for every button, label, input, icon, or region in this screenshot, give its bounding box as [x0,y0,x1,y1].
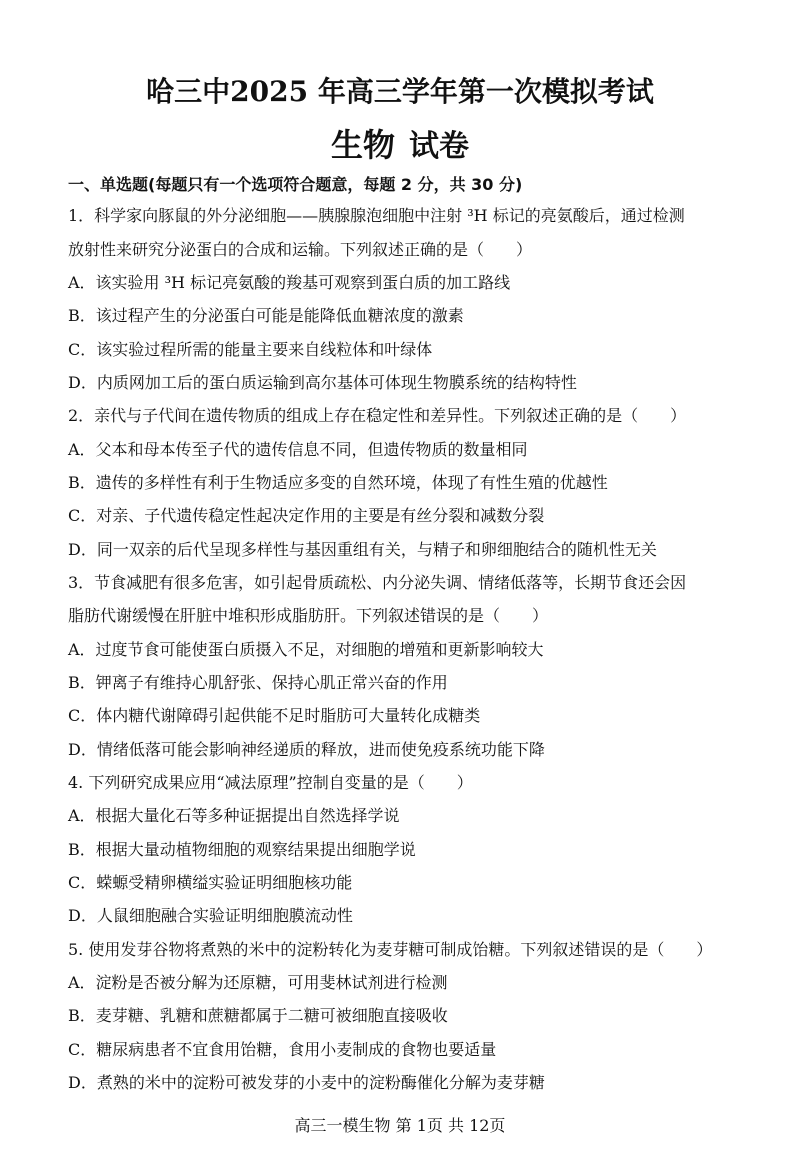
question-4-option-a: A．根据大量化石等多种证据提出自然选择学说 [68,806,400,825]
question-3-option-c: C．体内糖代谢障碍引起供能不足时脂肪可大量转化成糖类 [68,706,481,725]
page-footer: 高三一模生物 第 1页 共 12页 [294,1116,506,1135]
question-1-option-b: B．该过程产生的分泌蛋白可能是能降低血糖浓度的激素 [68,306,464,325]
question-3-option-d: D．情绪低落可能会影响神经递质的释放，进而使免疫系统功能下降 [68,740,545,759]
question-5-option-b: B．麦芽糖、乳糖和蔗糖都属于二糖可被细胞直接吸收 [68,1006,448,1025]
section-heading: 一、单选题(每题只有一个选项符合题意，每题 2 分，共 30 分) [68,175,523,194]
question-1-stem-line-1: 1．科学家向豚鼠的外分泌细胞——胰腺腺泡细胞中注射 ³H 标记的亮氨酸后，通过检测 [68,206,685,225]
paper-label: 试卷 [409,129,469,164]
question-5-option-d: D．煮熟的米中的淀粉可被发芽的小麦中的淀粉酶催化分解为麦芽糖 [68,1073,545,1092]
question-3-stem-line-1: 3．节食减肥有很多危害，如引起骨质疏松、内分泌失调、情绪低落等，长期节食还会因 [68,573,687,592]
exam-title: 哈三中2025 年高三学年第一次模拟考试 [146,75,654,108]
question-3-option-a: A．过度节食可能使蛋白质摄入不足，对细胞的增殖和更新影响较大 [68,640,544,659]
question-2-option-c: C．对亲、子代遗传稳定性起决定作用的主要是有丝分裂和减数分裂 [68,506,545,525]
question-2-stem-line-1: 2．亲代与子代间在遗传物质的组成上存在稳定性和差异性。下列叙述正确的是（ ） [68,406,687,425]
question-3-stem-line-2: 脂肪代谢缓慢在肝脏中堆积形成脂肪肝。下列叙述错误的是（ ） [68,606,549,625]
question-3-option-b: B．钾离子有维持心肌舒张、保持心肌正常兴奋的作用 [68,673,448,692]
subject-name: 生物 [330,126,395,164]
question-4-option-b: B．根据大量动植物细胞的观察结果提出细胞学说 [68,840,416,859]
question-5-stem-line-1: 5. 使用发芽谷物将煮熟的米中的淀粉转化为麦芽糖可制成饴糖。下列叙述错误的是（ ） [68,940,713,959]
question-4-option-c: C．蝾螈受精卵横缢实验证明细胞核功能 [68,873,353,892]
question-5-option-a: A．淀粉是否被分解为还原糖，可用斐林试剂进行检测 [68,973,448,992]
exam-subtitle [0,120,800,166]
question-4-option-d: D．人鼠细胞融合实验证明细胞膜流动性 [68,906,353,925]
question-4-stem-line-1: 4. 下列研究成果应用“减法原理”控制自变量的是（ ） [68,773,473,792]
question-2-option-a: A．父本和母本传至子代的遗传信息不同，但遗传物质的数量相同 [68,440,528,459]
question-2-option-d: D．同一双亲的后代呈现多样性与基因重组有关，与精子和卵细胞结合的随机性无关 [68,540,657,559]
question-2-option-b: B．遗传的多样性有利于生物适应多变的自然环境，体现了有性生殖的优越性 [68,473,608,492]
question-5-option-c: C．糖尿病患者不宜食用饴糖，食用小麦制成的食物也要适量 [68,1040,497,1059]
question-1-option-d: D．内质网加工后的蛋白质运输到高尔基体可体现生物膜系统的结构特性 [68,373,577,392]
question-1-option-c: C．该实验过程所需的能量主要来自线粒体和叶绿体 [68,340,433,359]
question-1-option-a: A．该实验用 ³H 标记亮氨酸的羧基可观察到蛋白质的加工路线 [68,273,511,292]
question-1-stem-line-2: 放射性来研究分泌蛋白的合成和运输。下列叙述正确的是（ ） [68,240,533,259]
